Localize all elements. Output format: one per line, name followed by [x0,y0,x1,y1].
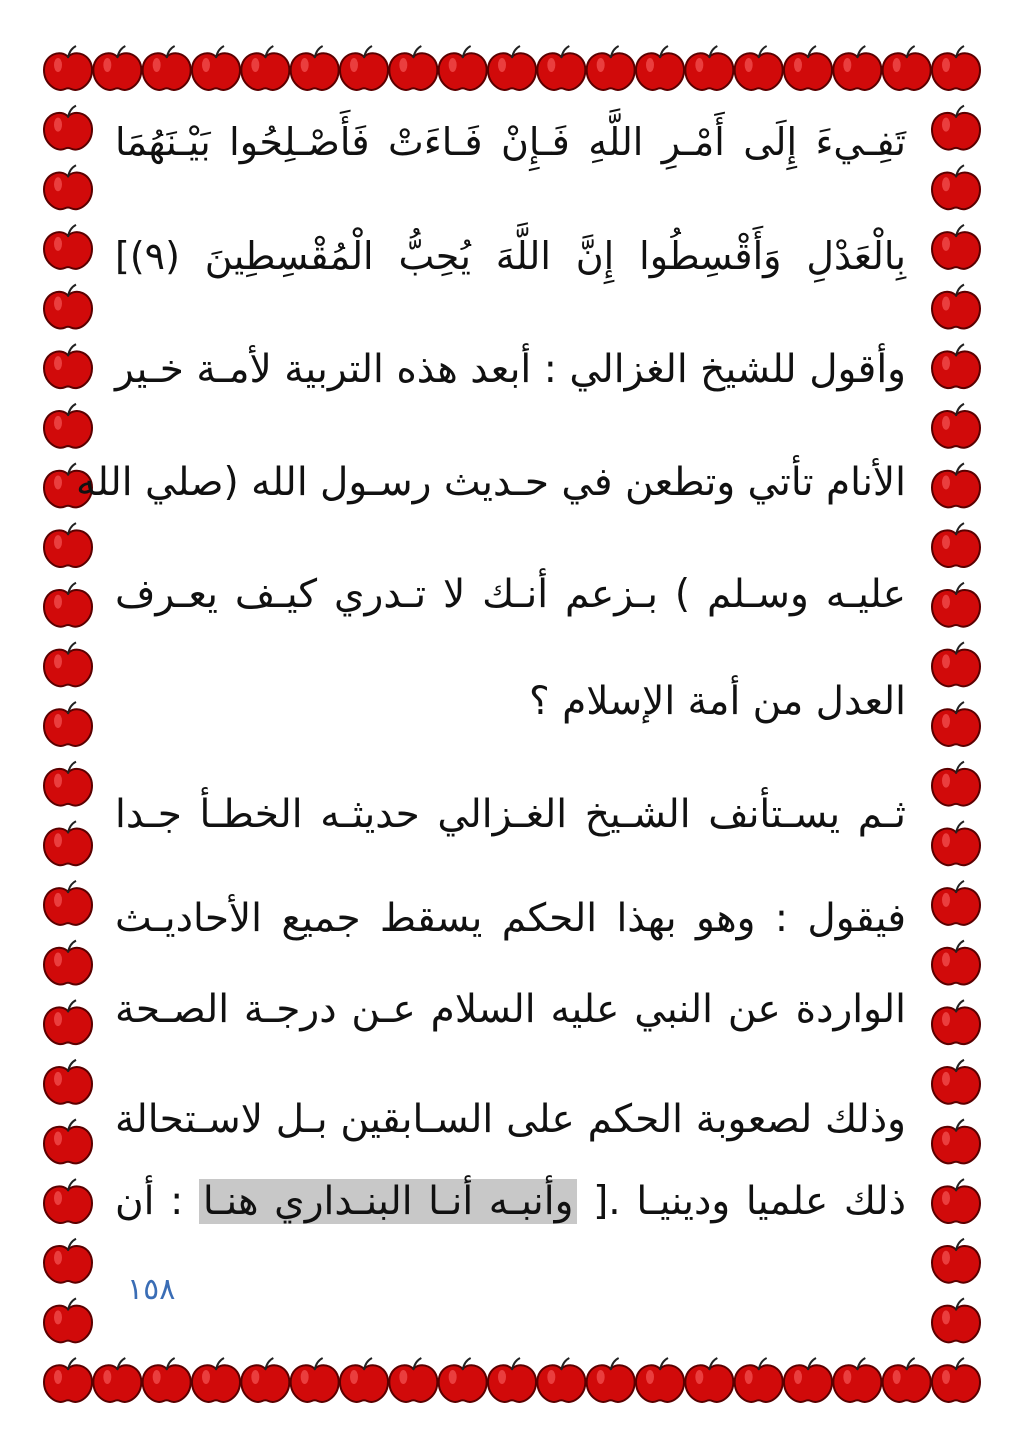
red-apple-icon-1 [93,46,141,90]
red-apple-icon-38 [44,106,92,150]
red-apple-icon-52 [44,523,92,567]
red-apple-icon-71 [932,1060,980,1104]
text-line-5: عليـه وسـلم ) بـزعم أنـك لا تـدري كيـف يعـرف [115,572,906,617]
line-11-start: ذلك علميا ودينيـا .[ [593,1179,906,1224]
red-apple-icon-27 [439,1358,487,1402]
red-apple-icon-30 [587,1358,635,1402]
text-line-4: الأنام تأتي وتطعن في حـديث رسـول الله (صلي الله [76,460,906,505]
red-apple-icon-73 [932,1119,980,1163]
red-apple-icon-39 [932,106,980,150]
red-apple-icon-15 [784,46,832,90]
page-number: ١٥٨ [127,1272,176,1307]
red-apple-icon-46 [44,344,92,388]
red-apple-icon-74 [44,1179,92,1223]
red-apple-icon-18 [932,46,980,90]
red-apple-icon-56 [44,642,92,686]
line-11-end: : أن [115,1179,184,1224]
red-apple-icon-69 [932,1000,980,1044]
red-apple-icon-63 [932,821,980,865]
red-apple-icon-8 [439,46,487,90]
red-apple-icon-60 [44,762,92,806]
text-line-6: العدل من أمة الإسلام ؟ [528,679,906,724]
red-apple-icon-77 [932,1239,980,1283]
red-apple-icon-21 [143,1358,191,1402]
red-apple-icon-58 [44,702,92,746]
red-apple-icon-42 [44,225,92,269]
red-apple-icon-51 [932,463,980,507]
red-apple-icon-79 [932,1298,980,1342]
red-apple-icon-44 [44,285,92,329]
text-line-2: بِالْعَدْلِ وَأَقْسِطُوا إِنَّ اللَّهَ يُحِبُّ الْمُقْسِطِينَ (٩)] [115,234,906,278]
red-apple-icon-43 [932,225,980,269]
red-apple-icon-10 [537,46,585,90]
red-apple-icon-36 [883,1358,931,1402]
red-apple-icon-68 [44,1000,92,1044]
red-apple-icon-40 [44,165,92,209]
red-apple-icon-54 [44,583,92,627]
red-apple-icon-20 [93,1358,141,1402]
highlighted-phrase: وأنبـه أنـا البنـداري هنـا [199,1179,578,1224]
red-apple-icon-6 [340,46,388,90]
red-apple-icon-24 [291,1358,339,1402]
red-apple-icon-5 [291,46,339,90]
red-apple-icon-41 [932,165,980,209]
red-apple-icon-28 [488,1358,536,1402]
red-apple-icon-25 [340,1358,388,1402]
red-apple-icon-61 [932,762,980,806]
red-apple-icon-11 [587,46,635,90]
red-apple-icon-14 [735,46,783,90]
red-apple-icon-34 [784,1358,832,1402]
text-line-11 [115,1172,906,1232]
red-apple-icon-37 [932,1358,980,1402]
red-apple-icon-70 [44,1060,92,1104]
red-apple-icon-47 [932,344,980,388]
red-apple-icon-45 [932,285,980,329]
red-apple-icon-19 [44,1358,92,1402]
red-apple-icon-31 [636,1358,684,1402]
red-apple-icon-72 [44,1119,92,1163]
red-apple-icon-7 [389,46,437,90]
red-apple-icon-62 [44,821,92,865]
red-apple-icon-2 [143,46,191,90]
red-apple-icon-65 [932,881,980,925]
red-apple-icon-35 [833,1358,881,1402]
text-line-7: ثـم يسـتأنف الشـيخ الغـزالي حديثـه الخطـأ جـدا [115,792,906,837]
red-apple-icon-76 [44,1239,92,1283]
red-apple-icon-64 [44,881,92,925]
red-apple-icon-12 [636,46,684,90]
text-line-10: وذلك لصعوبة الحكم على السـابقين بـل لاسـتحالة [115,1097,906,1142]
red-apple-icon-53 [932,523,980,567]
red-apple-icon-75 [932,1179,980,1223]
red-apple-icon-0 [44,46,92,90]
red-apple-icon-29 [537,1358,585,1402]
red-apple-icon-57 [932,642,980,686]
text-line-9: الواردة عن النبي عليه السلام عـن درجـة الصـحة [115,987,906,1032]
text-line-3: وأقول للشيخ الغزالي : أبعد هذه التربية لأمـة خـير [115,347,906,392]
red-apple-icon-22 [192,1358,240,1402]
red-apple-icon-3 [192,46,240,90]
red-apple-icon-17 [883,46,931,90]
red-apple-icon-4 [241,46,289,90]
red-apple-icon-67 [932,941,980,985]
red-apple-icon-16 [833,46,881,90]
red-apple-icon-26 [389,1358,437,1402]
red-apple-icon-66 [44,941,92,985]
text-line-1: تَفِـيءَ إِلَى أَمْـرِ اللَّهِ فَـإِنْ فَـاءَتْ فَأَصْـلِحُوا بَيْـنَهُمَا [115,120,906,164]
red-apple-icon-78 [44,1298,92,1342]
red-apple-icon-48 [44,404,92,448]
red-apple-icon-32 [685,1358,733,1402]
red-apple-icon-33 [735,1358,783,1402]
red-apple-icon-49 [932,404,980,448]
red-apple-icon-59 [932,702,980,746]
red-apple-icon-23 [241,1358,289,1402]
red-apple-icon-55 [932,583,980,627]
red-apple-icon-13 [685,46,733,90]
text-line-8: فيقول : وهو بهذا الحكم يسقط جميع الأحاديـث [115,896,906,941]
red-apple-icon-9 [488,46,536,90]
